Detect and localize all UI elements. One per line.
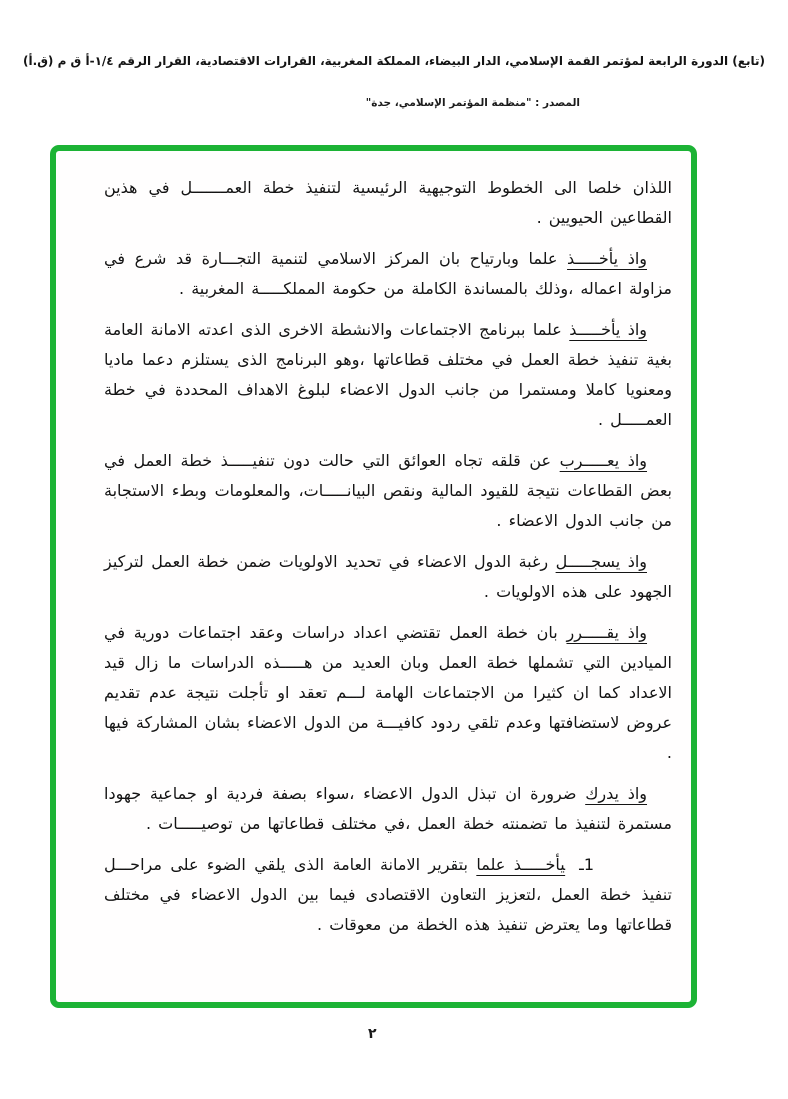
paragraph: واذ يسجـــــل رغبة الدول الاعضاء في تحديد الاولويات ضمن خطة العمل لتركيز الجهود على هذه الاولويات .: [104, 552, 672, 601]
paragraph-lead-underlined: واذ يدرك: [585, 784, 648, 803]
paragraph-lead-underlined: واذ يأخـــــذ: [567, 249, 647, 268]
paragraph: واذ يأخـــــذ علما ببرنامج الاجتماعات والانشطة الاخرى الذى اعدته الامانة العامة بغية تنفيذ خطة العمل في مختلف قطاعاتها ،وهو البرنامج الذى يستلزم دعما ماديا ومعنويا كاملا ومستمرا من جانب الدول الاعضاء لبلوغ الاهداف المحددة في خطة العمـــــل .: [104, 320, 672, 429]
green-border-box: [50, 145, 697, 1008]
paragraph: واذ يدرك ضرورة ان تبذل الدول الاعضاء ،سواء بصفة فردية او جماعية جهودا مستمرة لتنفيذ ما تضمنته خطة العمل ،في مختلف قطاعاتها من توصيـــــات .: [104, 784, 672, 833]
paragraph-lead-underlined: يأخـــــذ علما: [476, 855, 566, 874]
document-header: [0, 54, 788, 68]
page-number: ٢: [368, 1026, 377, 1042]
paragraph: واذ يعـــــرب عن قلقه تجاه العوائق التي حالت دون تنفيـــــذ خطة العمل في بعض القطاعات نتيجة للقيود المالية ونقص البيانـــــات، والمعلومات وبطء الاستجابة من جانب الدول الاعضاء .: [104, 451, 672, 530]
document-body: [56, 151, 691, 940]
paragraph: واذ يأخـــــذ علما وبارتياح بان المركز الاسلامي لتنمية التجـــارة قد شرع في مزاولة اعماله ،وذلك بالمساندة الكاملة من حكومة المملكـــــة المغربية .: [104, 249, 672, 298]
paragraph: واذ يقـــــرر بان خطة العمل تقتضي اعداد دراسات وعقد اجتماعات دورية في الميادين التي تشملها خطة العمل وبان العديد من هـــــذه الدراسات ما زال قيد الاعداد كما ان كثيرا من الاجتماعات الهامة لـــم تعقد او تأجلت نتيجة عدم تقديم عروض لاستضافتها وعدم تلقي ردود كافيـــة من الدول الاعضاء بشان المشاركة فيها .: [104, 623, 672, 762]
document-title: (تابع) الدورة الرابعة لمؤتمر القمة الإسلامي، الدار البيضاء، المملكة المغربية، القرارات الاقتصادية، القرار الرقم ١/٤-أ ق م (ق.أ): [23, 54, 765, 68]
item-number: 1ـ: [579, 855, 595, 874]
document-source-line: المصدر : "منظمة المؤتمر الإسلامي، جدة": [365, 97, 580, 109]
paragraph: 1ـيأخـــــذ علما بتقرير الامانة العامة الذى يلقي الضوء على مراحـــل تنفيذ خطة العمل ،لتعزيز التعاون الاقتصادى فيما بين الدول الاعضاء في مختلف قطاعاتها وما يعترض تنفيذ هذه الخطة من معوقات .: [104, 855, 672, 934]
paragraph-lead-underlined: واذ يعـــــرب: [559, 451, 648, 470]
paragraph-lead-underlined: واذ يسجـــــل: [555, 552, 647, 571]
paragraph: اللذان خلصا الى الخطوط التوجيهية الرئيسية لتنفيذ خطة العمـــــــل في هذين القطاعين الحيويين .: [104, 178, 672, 227]
paragraph-lead-underlined: واذ يقـــــرر: [566, 623, 648, 642]
paragraph-lead-underlined: واذ يأخـــــذ: [569, 320, 648, 339]
